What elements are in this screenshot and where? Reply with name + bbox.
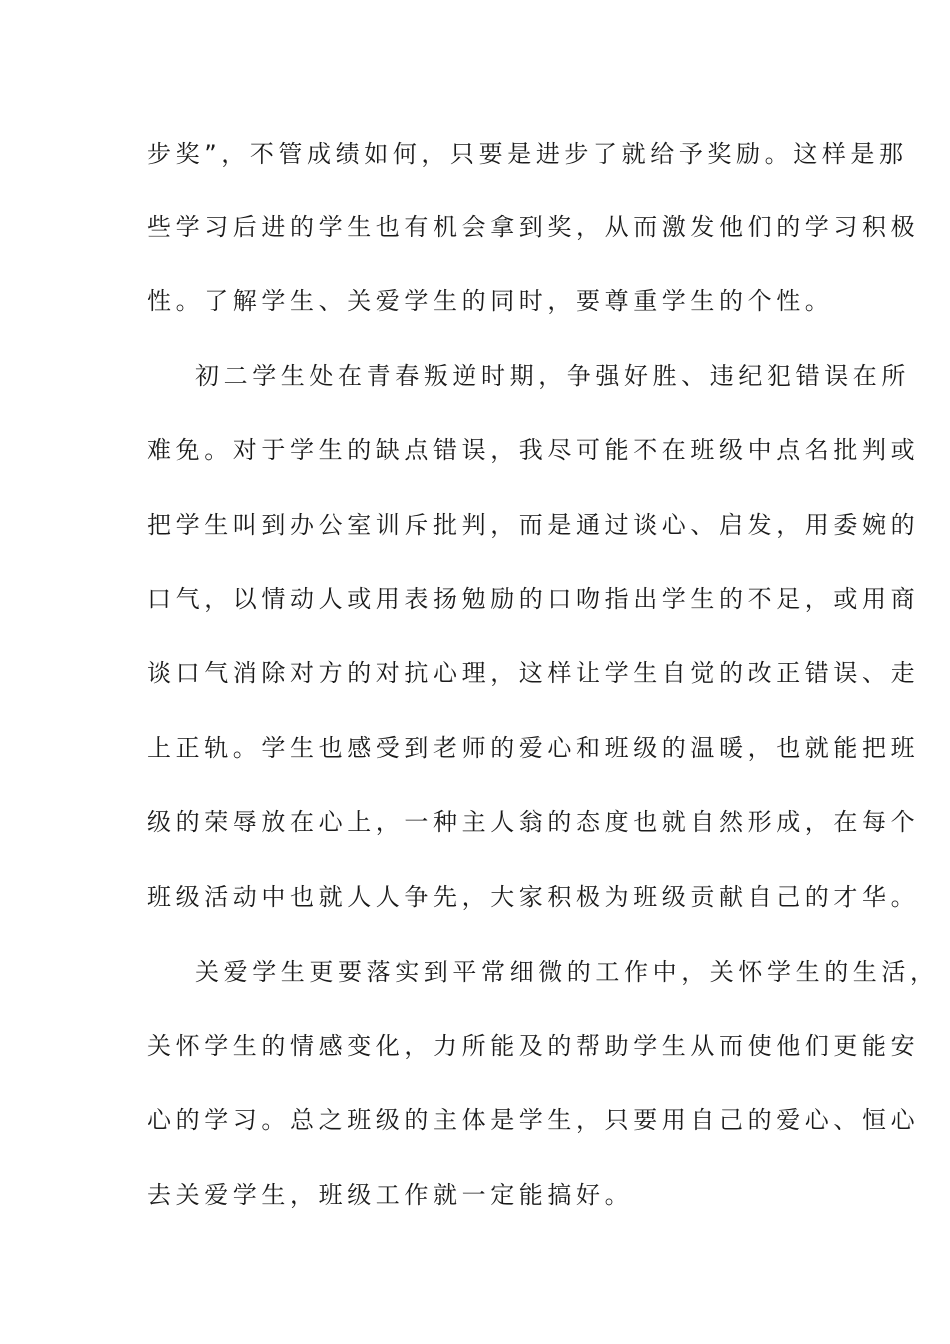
text-line: 去关爱学生，班级工作就一定能搞好。 [147,1181,634,1209]
text-line: 班级活动中也就人人争先，大家积极为班级贡献自己的才华。 [147,883,920,911]
text-line: 性。了解学生、关爱学生的同时，要尊重学生的个性。 [147,287,834,315]
text-line: 难免。对于学生的缺点错误，我尽可能不在班级中点名批判或 [147,436,920,464]
text-line: 关怀学生的情感变化，力所能及的帮助学生从而使他们更能安 [147,1032,920,1060]
text-line: 些学习后进的学生也有机会拿到奖，从而激发他们的学习积极 [147,213,920,241]
text-line: 上正轨。学生也感受到老师的爱心和班级的温暖，也就能把班 [147,734,920,762]
text-line: 把学生叫到办公室训斥批判，而是通过谈心、启发，用委婉的 [147,511,920,539]
text-line: 步奖”，不管成绩如何，只要是进步了就给予奖励。这样是那 [147,140,908,168]
text-line: 口气，以情动人或用表扬勉励的口吻指出学生的不足，或用商 [147,585,920,613]
text-line: 级的荣辱放在心上，一种主人翁的态度也就自然形成，在每个 [147,808,920,836]
text-line: 初二学生处在青春叛逆时期，争强好胜、违纪犯错误在所 [195,362,910,390]
text-line: 关爱学生更要落实到平常细微的工作中，关怀学生的生活， [195,958,939,986]
text-line: 心的学习。总之班级的主体是学生，只要用自己的爱心、恒心 [147,1106,920,1134]
text-line: 谈口气消除对方的对抗心理，这样让学生自觉的改正错误、走 [147,659,920,687]
